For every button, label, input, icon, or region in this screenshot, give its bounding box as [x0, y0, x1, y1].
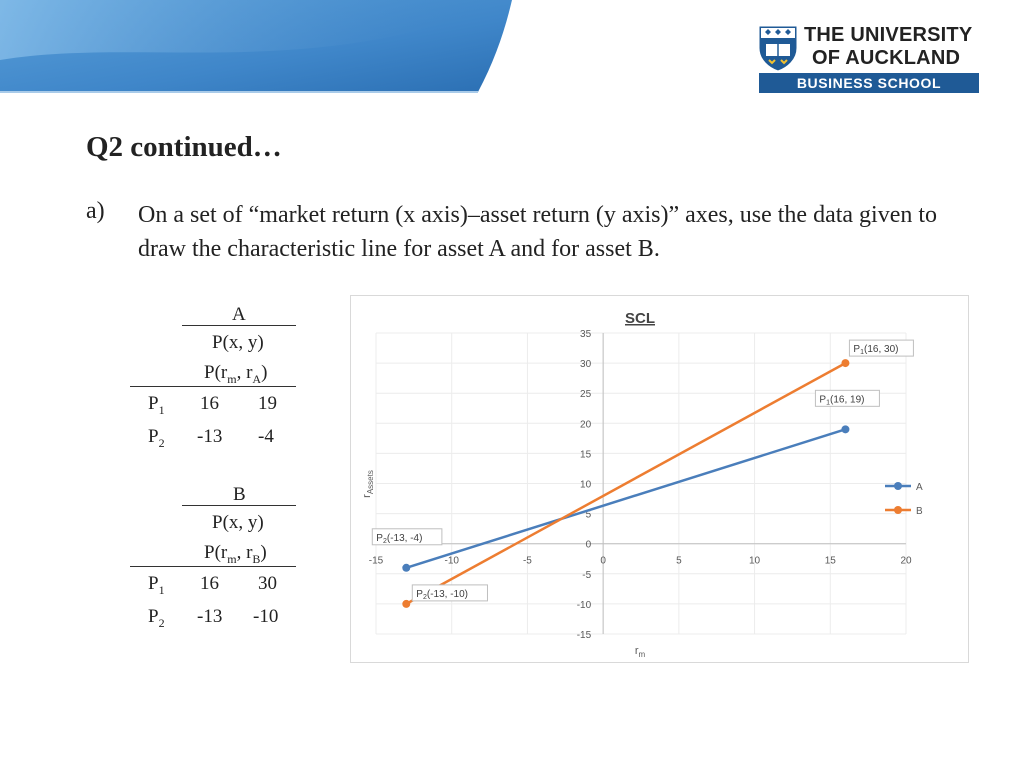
data-point-a [841, 425, 849, 433]
header-text: ) [261, 362, 268, 383]
x-tick-label: -5 [522, 555, 532, 567]
university-crest-icon [757, 24, 799, 72]
table-asset-label: B [233, 484, 246, 505]
slide-title: Q2 continued… [86, 131, 282, 163]
y-tick-label: -15 [576, 630, 592, 641]
y-tick-label: 10 [580, 479, 592, 491]
table-asset-label: A [232, 304, 246, 325]
question-marker: a) [86, 198, 105, 224]
header-banner-image [0, 0, 520, 96]
header-sub: B [252, 551, 261, 566]
table-row-label [148, 606, 165, 631]
x-tick-label: -10 [444, 555, 459, 567]
y-tick-label: 35 [580, 329, 592, 340]
x-tick-label: 0 [600, 555, 606, 567]
table-cell-x: 16 [200, 393, 219, 414]
table-header-pxy: P(x, y) [212, 512, 264, 533]
row-point: P [148, 606, 159, 627]
x-tick-label: 15 [824, 555, 836, 567]
table-row-label [148, 393, 165, 418]
y-tick-label: 30 [580, 359, 592, 371]
x-tick-label: 5 [676, 555, 682, 567]
table-header-prm [204, 542, 267, 567]
table-rule [130, 566, 296, 567]
data-label: $P_2(-13$, -10) [416, 588, 468, 601]
table-cell-y: 19 [258, 393, 277, 414]
y-tick-label: 20 [580, 419, 592, 431]
header-text: P(r [204, 542, 228, 563]
table-cell-x: -13 [197, 426, 223, 447]
scl-chart [350, 295, 969, 663]
table-header-pxy: P(x, y) [212, 332, 264, 353]
table-rule [182, 325, 296, 326]
y-tick-label: -5 [582, 569, 592, 581]
x-tick-label: -15 [368, 555, 384, 567]
header-sub: m [227, 551, 237, 566]
header-text: , r [236, 542, 253, 563]
data-label: $P_2(-13$, -4) [376, 532, 423, 545]
chart-title: SCL [625, 310, 655, 327]
table-row-label [148, 426, 165, 451]
legend-marker [894, 506, 902, 514]
y-tick-label: -10 [576, 599, 592, 611]
header-sub: m [227, 371, 237, 386]
x-tick-label: 10 [749, 555, 761, 567]
row-point-sub: 2 [158, 615, 165, 630]
data-label: $P_1(16$, 19) [819, 394, 865, 407]
data-point-a [402, 564, 410, 572]
legend-marker [894, 482, 902, 490]
table-header-prm [204, 362, 267, 387]
table-cell-y: -10 [253, 606, 279, 627]
header-text: P(r [204, 362, 228, 383]
data-point-b [402, 600, 410, 608]
header-sub: A [252, 371, 262, 386]
row-point-sub: 1 [158, 582, 165, 597]
y-axis-label: $r_{Assets}$ [361, 470, 375, 498]
table-rule [182, 505, 296, 506]
scl-chart-svg [351, 296, 968, 662]
row-point-sub: 2 [158, 435, 165, 450]
data-point-b [841, 359, 849, 367]
x-axis-label: $r_m$ [634, 645, 646, 659]
question-text: On a set of “market return (x axis)–asset return (y axis)” axes, use the data given to draw the characteristic line for asset A and for asset B. [138, 202, 938, 262]
table-cell-x: -13 [197, 606, 223, 627]
table-cell-y: 30 [258, 573, 277, 594]
row-point: P [148, 573, 159, 594]
table-row-label [148, 573, 165, 598]
logo-line-3: BUSINESS SCHOOL [759, 73, 979, 93]
table-cell-x: 16 [200, 573, 219, 594]
table-rule [130, 386, 296, 387]
legend-label: B [916, 506, 923, 517]
row-point-sub: 1 [158, 402, 165, 417]
logo-line-1: THE UNIVERSITY [804, 24, 973, 46]
x-tick-label: 20 [900, 555, 912, 567]
data-label: $P_1(16$, 30) [853, 344, 899, 357]
legend-label: A [916, 482, 923, 493]
header-text: ) [260, 542, 267, 563]
table-cell-y: -4 [258, 426, 274, 447]
y-tick-label: 25 [580, 389, 592, 401]
row-point: P [148, 426, 159, 447]
y-tick-label: 0 [585, 539, 592, 551]
series-line-a [406, 429, 845, 567]
y-tick-label: 15 [580, 449, 592, 461]
logo-line-2: OF AUCKLAND [812, 47, 961, 69]
row-point: P [148, 393, 159, 414]
header-text: , r [236, 362, 253, 383]
university-logo [757, 24, 981, 96]
y-tick-label: 5 [585, 509, 592, 521]
